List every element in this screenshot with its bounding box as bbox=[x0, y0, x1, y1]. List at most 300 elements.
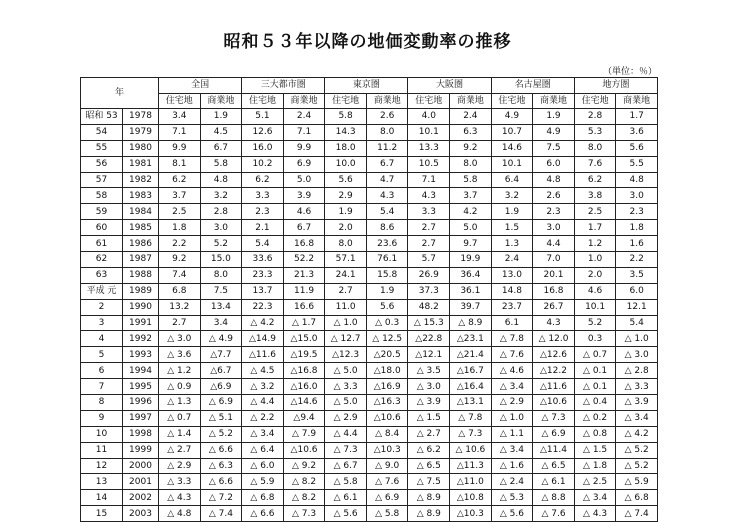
table-row bbox=[81, 156, 658, 172]
era-year-cell: 14 bbox=[81, 490, 123, 506]
table-row bbox=[81, 426, 658, 442]
western-year-cell: 1993 bbox=[123, 347, 159, 363]
value-cell: 13.2 bbox=[159, 299, 201, 315]
value-cell: △ 7.6 bbox=[366, 474, 408, 490]
value-cell: △21.4 bbox=[450, 347, 492, 363]
value-cell: 1.8 bbox=[616, 220, 658, 236]
value-cell: 6.0 bbox=[533, 156, 575, 172]
value-cell: △ 15.3 bbox=[408, 315, 450, 331]
value-cell: 2.5 bbox=[159, 204, 201, 220]
value-cell: △ 5.3 bbox=[491, 490, 533, 506]
value-cell: 8.6 bbox=[366, 220, 408, 236]
value-cell: △ 0.8 bbox=[574, 426, 616, 442]
value-cell: 33.6 bbox=[242, 252, 284, 268]
value-cell: 6.0 bbox=[616, 283, 658, 299]
value-cell: △6.9 bbox=[200, 379, 242, 395]
value-cell: 3.4 bbox=[159, 109, 201, 125]
value-cell: 4.4 bbox=[533, 236, 575, 252]
value-cell: 1.2 bbox=[574, 236, 616, 252]
value-cell: 1.9 bbox=[325, 204, 367, 220]
value-cell: 3.7 bbox=[159, 188, 201, 204]
value-cell: △ 8.9 bbox=[408, 506, 450, 522]
western-year-cell: 2002 bbox=[123, 490, 159, 506]
value-cell: △16.7 bbox=[450, 363, 492, 379]
value-cell: 11.9 bbox=[283, 283, 325, 299]
table-row bbox=[81, 506, 658, 522]
western-year-cell: 1998 bbox=[123, 426, 159, 442]
value-cell: △14.9 bbox=[242, 331, 284, 347]
value-cell: △ 0.7 bbox=[159, 410, 201, 426]
value-cell: 1.5 bbox=[491, 220, 533, 236]
value-cell: △ 12.5 bbox=[366, 331, 408, 347]
era-year-cell: 6 bbox=[81, 363, 123, 379]
value-cell: △16.0 bbox=[283, 379, 325, 395]
table-row bbox=[81, 395, 658, 411]
western-year-cell: 1989 bbox=[123, 283, 159, 299]
value-cell: 52.2 bbox=[283, 252, 325, 268]
table-row bbox=[81, 474, 658, 490]
table-row bbox=[81, 363, 658, 379]
value-cell: 4.8 bbox=[616, 172, 658, 188]
residential-header: 住宅地 bbox=[408, 93, 450, 109]
value-cell: △ 6.1 bbox=[533, 474, 575, 490]
value-cell: 3.4 bbox=[200, 315, 242, 331]
value-cell: 10.1 bbox=[574, 299, 616, 315]
value-cell: 9.2 bbox=[159, 252, 201, 268]
value-cell: 37.3 bbox=[408, 283, 450, 299]
value-cell: 4.6 bbox=[283, 204, 325, 220]
table-row bbox=[81, 379, 658, 395]
value-cell: 6.7 bbox=[283, 220, 325, 236]
value-cell: △ 4.2 bbox=[242, 315, 284, 331]
value-cell: △ 4.5 bbox=[242, 363, 284, 379]
value-cell: 0.3 bbox=[574, 331, 616, 347]
value-cell: 14.6 bbox=[491, 140, 533, 156]
value-cell: 26.9 bbox=[408, 267, 450, 283]
land-price-table bbox=[80, 77, 658, 522]
era-year-cell: 62 bbox=[81, 252, 123, 268]
value-cell: 3.9 bbox=[283, 188, 325, 204]
value-cell: △ 9.0 bbox=[366, 458, 408, 474]
value-cell: 3.7 bbox=[450, 188, 492, 204]
value-cell: 8.0 bbox=[325, 236, 367, 252]
era-year-cell: 11 bbox=[81, 442, 123, 458]
value-cell: 1.7 bbox=[616, 109, 658, 125]
value-cell: △18.0 bbox=[366, 363, 408, 379]
value-cell: 19.9 bbox=[450, 252, 492, 268]
value-cell: △ 5.2 bbox=[616, 442, 658, 458]
value-cell: △ 6.2 bbox=[408, 442, 450, 458]
value-cell: △15.0 bbox=[283, 331, 325, 347]
value-cell: 2.4 bbox=[491, 252, 533, 268]
value-cell: △ 3.9 bbox=[408, 395, 450, 411]
value-cell: △ 10.6 bbox=[450, 442, 492, 458]
value-cell: 22.3 bbox=[242, 299, 284, 315]
value-cell: 5.6 bbox=[616, 140, 658, 156]
value-cell: 36.4 bbox=[450, 267, 492, 283]
value-cell: △ 8.8 bbox=[533, 490, 575, 506]
value-cell: 16.6 bbox=[283, 299, 325, 315]
value-cell: 1.9 bbox=[200, 109, 242, 125]
value-cell: 11.0 bbox=[325, 299, 367, 315]
value-cell: 9.7 bbox=[450, 236, 492, 252]
value-cell: △ 7.8 bbox=[491, 331, 533, 347]
value-cell: △ 5.8 bbox=[366, 506, 408, 522]
value-cell: △ 3.0 bbox=[159, 331, 201, 347]
value-cell: 13.7 bbox=[242, 283, 284, 299]
value-cell: 48.2 bbox=[408, 299, 450, 315]
value-cell: 1.7 bbox=[574, 220, 616, 236]
residential-header: 住宅地 bbox=[325, 93, 367, 109]
value-cell: △ 4.4 bbox=[242, 395, 284, 411]
value-cell: 3.0 bbox=[533, 220, 575, 236]
value-cell: △ 4.3 bbox=[574, 506, 616, 522]
value-cell: △ 1.3 bbox=[159, 395, 201, 411]
table-row bbox=[81, 410, 658, 426]
value-cell: 3.0 bbox=[200, 220, 242, 236]
era-year-cell: 10 bbox=[81, 426, 123, 442]
value-cell: 5.1 bbox=[242, 109, 284, 125]
value-cell: 8.0 bbox=[200, 267, 242, 283]
value-cell: △ 1.8 bbox=[574, 458, 616, 474]
value-cell: 7.5 bbox=[200, 283, 242, 299]
value-cell: 6.8 bbox=[159, 283, 201, 299]
table-row bbox=[81, 283, 658, 299]
table-row bbox=[81, 299, 658, 315]
value-cell: 24.1 bbox=[325, 267, 367, 283]
region-header: 東京圏 bbox=[325, 78, 408, 94]
western-year-cell: 1990 bbox=[123, 299, 159, 315]
era-year-cell: 2 bbox=[81, 299, 123, 315]
value-cell: △ 7.4 bbox=[616, 506, 658, 522]
value-cell: 39.7 bbox=[450, 299, 492, 315]
value-cell: 2.3 bbox=[616, 204, 658, 220]
value-cell: 2.7 bbox=[408, 220, 450, 236]
value-cell: 5.4 bbox=[366, 204, 408, 220]
value-cell: 21.3 bbox=[283, 267, 325, 283]
era-year-cell: 5 bbox=[81, 347, 123, 363]
header-row-regions bbox=[81, 78, 658, 94]
value-cell: 7.6 bbox=[574, 156, 616, 172]
residential-header: 住宅地 bbox=[574, 93, 616, 109]
value-cell: 4.9 bbox=[491, 109, 533, 125]
value-cell: 3.2 bbox=[200, 188, 242, 204]
table-body bbox=[81, 109, 658, 522]
value-cell: △ 4.9 bbox=[200, 331, 242, 347]
value-cell: △11.4 bbox=[533, 442, 575, 458]
value-cell: △19.5 bbox=[283, 347, 325, 363]
value-cell: △10.3 bbox=[366, 442, 408, 458]
value-cell: 2.2 bbox=[159, 236, 201, 252]
value-cell: 1.9 bbox=[366, 283, 408, 299]
table-row bbox=[81, 236, 658, 252]
table-row bbox=[81, 188, 658, 204]
value-cell: 4.7 bbox=[366, 172, 408, 188]
value-cell: △ 6.0 bbox=[242, 458, 284, 474]
value-cell: 1.6 bbox=[616, 236, 658, 252]
value-cell: △ 2.7 bbox=[159, 442, 201, 458]
value-cell: 4.5 bbox=[200, 124, 242, 140]
value-cell: △13.1 bbox=[450, 395, 492, 411]
era-year-cell: 58 bbox=[81, 188, 123, 204]
value-cell: 10.1 bbox=[491, 156, 533, 172]
year-header: 年 bbox=[81, 78, 159, 109]
value-cell: △ 1.1 bbox=[491, 426, 533, 442]
table-row bbox=[81, 267, 658, 283]
value-cell: △10.6 bbox=[283, 442, 325, 458]
value-cell: △ 6.9 bbox=[200, 395, 242, 411]
value-cell: △ 8.9 bbox=[408, 490, 450, 506]
value-cell: 7.0 bbox=[533, 252, 575, 268]
value-cell: 3.0 bbox=[616, 188, 658, 204]
value-cell: △ 6.6 bbox=[242, 506, 284, 522]
value-cell: △20.5 bbox=[366, 347, 408, 363]
value-cell: △ 1.5 bbox=[574, 442, 616, 458]
value-cell: △16.4 bbox=[450, 379, 492, 395]
value-cell: 5.6 bbox=[325, 172, 367, 188]
value-cell: △10.6 bbox=[366, 410, 408, 426]
value-cell: △7.7 bbox=[200, 347, 242, 363]
value-cell: 12.1 bbox=[616, 299, 658, 315]
value-cell: △ 6.8 bbox=[242, 490, 284, 506]
era-year-cell: 57 bbox=[81, 172, 123, 188]
western-year-cell: 1997 bbox=[123, 410, 159, 426]
value-cell: 8.1 bbox=[159, 156, 201, 172]
page-title: 昭和５３年以降の地価変動率の推移 bbox=[223, 32, 512, 52]
era-year-cell: 56 bbox=[81, 156, 123, 172]
value-cell: △14.6 bbox=[283, 395, 325, 411]
value-cell: △ 6.5 bbox=[408, 458, 450, 474]
value-cell: △ 5.6 bbox=[491, 506, 533, 522]
value-cell: 2.3 bbox=[533, 204, 575, 220]
value-cell: 4.2 bbox=[450, 204, 492, 220]
value-cell: 2.0 bbox=[574, 267, 616, 283]
value-cell: 57.1 bbox=[325, 252, 367, 268]
value-cell: △ 1.4 bbox=[159, 426, 201, 442]
western-year-cell: 1981 bbox=[123, 156, 159, 172]
value-cell: 10.5 bbox=[408, 156, 450, 172]
value-cell: 6.4 bbox=[491, 172, 533, 188]
value-cell: 4.3 bbox=[533, 315, 575, 331]
value-cell: △ 6.9 bbox=[533, 426, 575, 442]
western-year-cell: 1992 bbox=[123, 331, 159, 347]
table-row bbox=[81, 458, 658, 474]
value-cell: 14.3 bbox=[325, 124, 367, 140]
value-cell: 5.8 bbox=[200, 156, 242, 172]
value-cell: △ 2.8 bbox=[616, 363, 658, 379]
value-cell: △ 9.2 bbox=[283, 458, 325, 474]
residential-header: 住宅地 bbox=[491, 93, 533, 109]
value-cell: 5.0 bbox=[283, 172, 325, 188]
western-year-cell: 1991 bbox=[123, 315, 159, 331]
value-cell: △12.6 bbox=[533, 347, 575, 363]
value-cell: 7.1 bbox=[283, 124, 325, 140]
value-cell: 2.4 bbox=[283, 109, 325, 125]
era-year-cell: 13 bbox=[81, 474, 123, 490]
western-year-cell: 1982 bbox=[123, 172, 159, 188]
western-year-cell: 1995 bbox=[123, 379, 159, 395]
value-cell: △ 3.4 bbox=[491, 442, 533, 458]
value-cell: △ 7.5 bbox=[408, 474, 450, 490]
value-cell: △ 7.3 bbox=[450, 426, 492, 442]
value-cell: 5.7 bbox=[408, 252, 450, 268]
value-cell: 1.3 bbox=[491, 236, 533, 252]
value-cell: △ 0.1 bbox=[574, 363, 616, 379]
value-cell: 10.1 bbox=[408, 124, 450, 140]
value-cell: 15.8 bbox=[366, 267, 408, 283]
value-cell: 10.7 bbox=[491, 124, 533, 140]
value-cell: 3.6 bbox=[616, 124, 658, 140]
western-year-cell: 2001 bbox=[123, 474, 159, 490]
value-cell: △ 7.6 bbox=[491, 347, 533, 363]
value-cell: △ 6.5 bbox=[533, 458, 575, 474]
value-cell: △ 6.7 bbox=[325, 458, 367, 474]
value-cell: 5.8 bbox=[450, 172, 492, 188]
table-row bbox=[81, 220, 658, 236]
value-cell: △11.6 bbox=[242, 347, 284, 363]
value-cell: 7.4 bbox=[159, 267, 201, 283]
value-cell: 26.7 bbox=[533, 299, 575, 315]
value-cell: 20.1 bbox=[533, 267, 575, 283]
commercial-header: 商業地 bbox=[200, 93, 242, 109]
value-cell: △ 4.6 bbox=[491, 363, 533, 379]
value-cell: 5.6 bbox=[366, 299, 408, 315]
value-cell: 2.8 bbox=[200, 204, 242, 220]
value-cell: 6.2 bbox=[242, 172, 284, 188]
value-cell: 9.9 bbox=[159, 140, 201, 156]
region-header: 地方圏 bbox=[574, 78, 657, 94]
value-cell: 23.6 bbox=[366, 236, 408, 252]
value-cell: 6.9 bbox=[283, 156, 325, 172]
value-cell: 6.2 bbox=[159, 172, 201, 188]
value-cell: △ 7.6 bbox=[533, 506, 575, 522]
value-cell: △ 5.8 bbox=[325, 474, 367, 490]
value-cell: 2.4 bbox=[450, 109, 492, 125]
value-cell: 2.3 bbox=[242, 204, 284, 220]
value-cell: 6.1 bbox=[491, 315, 533, 331]
western-year-cell: 1999 bbox=[123, 442, 159, 458]
value-cell: 3.3 bbox=[242, 188, 284, 204]
value-cell: 2.0 bbox=[325, 220, 367, 236]
era-year-cell: 60 bbox=[81, 220, 123, 236]
era-year-cell: 15 bbox=[81, 506, 123, 522]
value-cell: △ 3.3 bbox=[159, 474, 201, 490]
value-cell: △ 5.1 bbox=[200, 410, 242, 426]
value-cell: △6.7 bbox=[200, 363, 242, 379]
value-cell: 6.7 bbox=[200, 140, 242, 156]
value-cell: 1.9 bbox=[533, 109, 575, 125]
value-cell: 2.7 bbox=[325, 283, 367, 299]
value-cell: 6.7 bbox=[366, 156, 408, 172]
value-cell: 6.2 bbox=[574, 172, 616, 188]
value-cell: 3.3 bbox=[408, 204, 450, 220]
era-year-cell: 3 bbox=[81, 315, 123, 331]
value-cell: △10.6 bbox=[533, 395, 575, 411]
value-cell: △ 3.3 bbox=[325, 379, 367, 395]
value-cell: △ 8.9 bbox=[450, 315, 492, 331]
value-cell: 2.7 bbox=[159, 315, 201, 331]
value-cell: 13.4 bbox=[200, 299, 242, 315]
commercial-header: 商業地 bbox=[616, 93, 658, 109]
western-year-cell: 1994 bbox=[123, 363, 159, 379]
value-cell: △ 3.2 bbox=[242, 379, 284, 395]
era-year-cell: 昭和 53 bbox=[81, 109, 123, 125]
commercial-header: 商業地 bbox=[533, 93, 575, 109]
value-cell: △10.3 bbox=[450, 506, 492, 522]
value-cell: △12.3 bbox=[325, 347, 367, 363]
value-cell: 2.6 bbox=[366, 109, 408, 125]
era-year-cell: 59 bbox=[81, 204, 123, 220]
residential-header: 住宅地 bbox=[159, 93, 201, 109]
value-cell: △22.8 bbox=[408, 331, 450, 347]
table-row bbox=[81, 442, 658, 458]
value-cell: △ 2.7 bbox=[408, 426, 450, 442]
commercial-header: 商業地 bbox=[450, 93, 492, 109]
value-cell: △ 5.0 bbox=[325, 363, 367, 379]
value-cell: 4.3 bbox=[366, 188, 408, 204]
value-cell: △23.1 bbox=[450, 331, 492, 347]
value-cell: △ 5.2 bbox=[616, 458, 658, 474]
value-cell: △ 3.0 bbox=[408, 379, 450, 395]
value-cell: 16.0 bbox=[242, 140, 284, 156]
value-cell: △ 7.4 bbox=[200, 506, 242, 522]
table-row bbox=[81, 490, 658, 506]
value-cell: △ 5.0 bbox=[325, 395, 367, 411]
value-cell: △9.4 bbox=[283, 410, 325, 426]
value-cell: 6.3 bbox=[450, 124, 492, 140]
western-year-cell: 1987 bbox=[123, 252, 159, 268]
value-cell: △ 7.3 bbox=[325, 442, 367, 458]
value-cell: 10.2 bbox=[242, 156, 284, 172]
era-year-cell: 61 bbox=[81, 236, 123, 252]
value-cell: 13.3 bbox=[408, 140, 450, 156]
era-year-cell: 12 bbox=[81, 458, 123, 474]
value-cell: 2.2 bbox=[616, 252, 658, 268]
value-cell: △ 0.3 bbox=[366, 315, 408, 331]
value-cell: 2.1 bbox=[242, 220, 284, 236]
value-cell: △ 3.5 bbox=[408, 363, 450, 379]
era-year-cell: 4 bbox=[81, 331, 123, 347]
table-row bbox=[81, 331, 658, 347]
value-cell: △ 2.5 bbox=[574, 474, 616, 490]
value-cell: 2.6 bbox=[533, 188, 575, 204]
value-cell: 4.6 bbox=[574, 283, 616, 299]
value-cell: △10.8 bbox=[450, 490, 492, 506]
value-cell: △ 6.4 bbox=[242, 442, 284, 458]
value-cell: △ 8.4 bbox=[366, 426, 408, 442]
value-cell: △ 4.8 bbox=[159, 506, 201, 522]
value-cell: △ 5.2 bbox=[200, 426, 242, 442]
era-year-cell: 63 bbox=[81, 267, 123, 283]
value-cell: △ 3.4 bbox=[574, 490, 616, 506]
value-cell: △ 3.4 bbox=[242, 426, 284, 442]
value-cell: △ 3.6 bbox=[159, 347, 201, 363]
era-year-cell: 7 bbox=[81, 379, 123, 395]
value-cell: △ 8.2 bbox=[283, 490, 325, 506]
value-cell: 4.8 bbox=[533, 172, 575, 188]
table-row bbox=[81, 124, 658, 140]
value-cell: 18.0 bbox=[325, 140, 367, 156]
value-cell: 76.1 bbox=[366, 252, 408, 268]
western-year-cell: 1979 bbox=[123, 124, 159, 140]
value-cell: 5.3 bbox=[574, 124, 616, 140]
region-header: 名古屋圏 bbox=[491, 78, 574, 94]
value-cell: △ 3.9 bbox=[616, 395, 658, 411]
table-row bbox=[81, 252, 658, 268]
value-cell: △ 2.2 bbox=[242, 410, 284, 426]
value-cell: △ 1.7 bbox=[283, 315, 325, 331]
value-cell: △ 6.1 bbox=[325, 490, 367, 506]
